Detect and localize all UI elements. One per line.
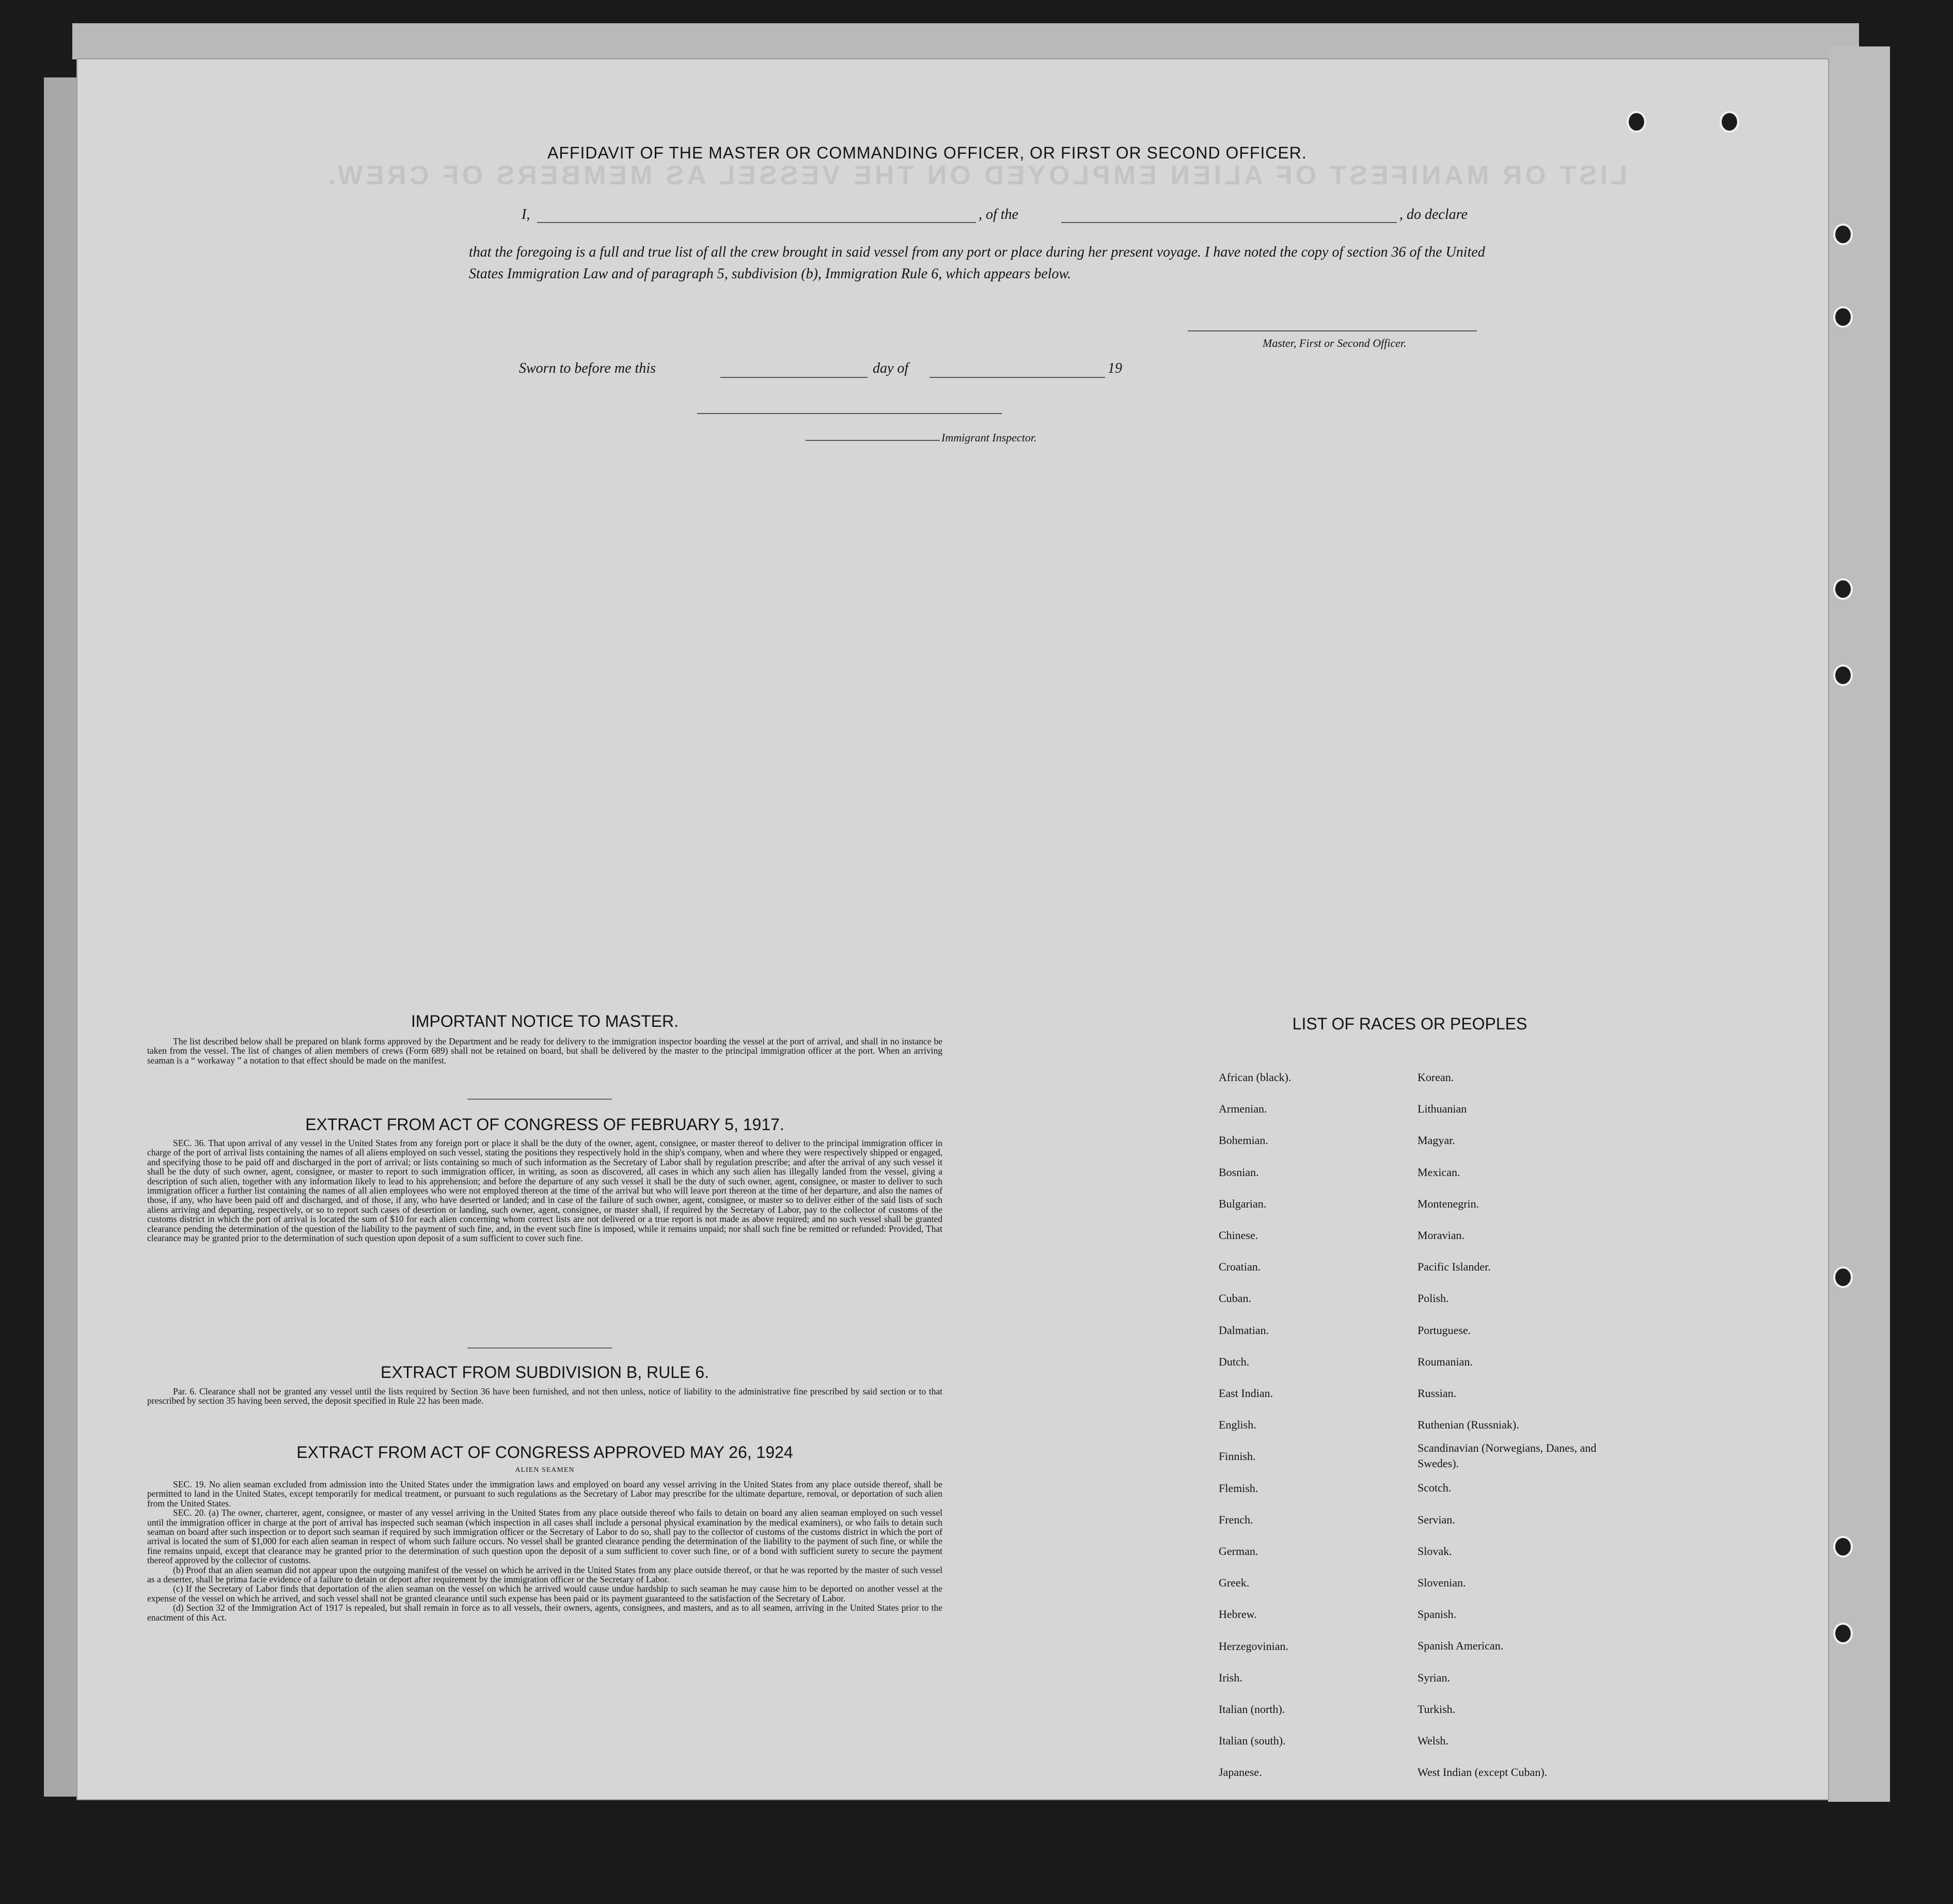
race-item: Irish. <box>1219 1671 1242 1684</box>
year-prefix: 19 <box>1108 360 1122 376</box>
extract-1924-paragraph: (d) Section 32 of the Immigration Act of 1917 is repealed, but shall remain in force as to all vessels, their owners, agents, consignees, and masters, and as to all seamen, arriving in the United States prior to the enactment of this Act. <box>147 1602 942 1623</box>
race-item: Pacific Islander. <box>1418 1260 1491 1274</box>
race-item: Ruthenian (Russniak). <box>1418 1418 1519 1432</box>
race-item: Cuban. <box>1219 1292 1251 1305</box>
page-stack-edge-top <box>72 23 1859 59</box>
punch-hole <box>1833 306 1853 328</box>
extract-1924-subtitle: ALIEN SEAMEN <box>515 1466 575 1474</box>
race-item: Finnish. <box>1219 1450 1256 1463</box>
race-item: Mexican. <box>1418 1165 1460 1179</box>
punch-hole <box>1833 1623 1853 1644</box>
race-item: Lithuanian <box>1418 1102 1467 1116</box>
race-item: Japanese. <box>1219 1766 1262 1779</box>
race-item: Roumanian. <box>1418 1355 1473 1368</box>
punch-hole <box>1833 224 1853 245</box>
affidavit-of-the: , of the <box>979 207 1018 223</box>
race-item: Chinese. <box>1219 1229 1258 1242</box>
race-item: Moravian. <box>1418 1229 1465 1242</box>
race-item: Spanish American. <box>1418 1639 1504 1653</box>
race-item: French. <box>1219 1513 1253 1526</box>
vessel-blank[interactable] <box>1061 222 1397 223</box>
extract-rule6-title: EXTRACT FROM SUBDIVISION B, RULE 6. <box>381 1363 709 1382</box>
notice-title: IMPORTANT NOTICE TO MASTER. <box>411 1012 679 1030</box>
race-item: African (black). <box>1219 1071 1292 1084</box>
affidavit-i-label: I, <box>522 207 530 223</box>
sworn-month-blank[interactable] <box>930 377 1105 378</box>
affidavit-do-declare: , do declare <box>1399 207 1468 223</box>
notice-text <box>147 1037 942 1065</box>
races-left-column <box>1219 1061 1291 1788</box>
race-item: Montenegrin. <box>1418 1197 1479 1210</box>
separator <box>467 1347 612 1348</box>
race-item: Herzegovinian. <box>1219 1639 1288 1653</box>
race-item: Syrian. <box>1418 1671 1450 1684</box>
races-title: LIST OF RACES OR PEOPLES <box>1292 1014 1527 1033</box>
separator <box>467 1099 612 1100</box>
race-item: Dalmatian. <box>1219 1323 1269 1337</box>
extract-1924-text <box>147 1480 942 1622</box>
race-item: Portuguese. <box>1418 1323 1471 1337</box>
page-stack-edge-left <box>44 77 80 1797</box>
race-item: English. <box>1219 1418 1256 1432</box>
races-right-column <box>1418 1061 1603 1788</box>
race-item: West Indian (except Cuban). <box>1418 1766 1548 1779</box>
race-item: Magyar. <box>1418 1134 1455 1147</box>
race-item: Slovenian. <box>1418 1576 1466 1590</box>
extract-1917-paragraph: SEC. 36. That upon arrival of any vessel in the United States from any foreign port or place it shall be the duty of the owner, agent, consignee, or master thereof to deliver to the principal immigration officer in charge of the port of arrival lists containing the names of all aliens employed on such vessel, stating the positions they respectively hold in the ship's company, when and where they were respectively shipped or engaged, and specifying those to be paid off and discharged in the port of arrival; or lists containing so much of such information as the Secretary of Labor shall by regulation prescribe; and after the arrival of any such vessel it shall be the duty of such owner, agent, consignee, or master to report to such immigration officer, in writing, as soon as discovered, all cases in which any such alien has illegally landed from the vessel, giving a description of such alien, together with any information likely to lead to his apprehension; and before the departure of any such vessel it shall be the duty of such owner, agent, consignee, or master to deliver to such immigration officer a further list containing the names of all alien employees who were not employed thereon at the time of the arrival but who will leave port thereon at the time of her departure, and also the names of those, if any, who have been paid off and discharged, and of those, if any, who have deserted or landed; and in case of the failure of such owner, agent, consignee, or master so to deliver either of the said lists of such aliens arriving and departing, respectively, or so to report such cases of desertion or landing, such owner, agent, consignee, or master shall, if required by the Secretary of Labor, pay to the collector of customs of the customs district in which the port of arrival is located the sum of $10 for each alien concerning whom correct lists are not delivered or a true report is not made as above required; and no such vessel shall be granted clearance pending the determination of the question of the liability to the payment of such fine, and, in the event such fine is imposed, while it remains unpaid; nor shall such fine be remitted or refunded: Provided, That clearance may be granted prior to the determination of such question upon deposit of a sum sufficient to cover such fine. <box>147 1138 942 1244</box>
extract-1924-paragraph: (b) Proof that an alien seaman did not appear upon the outgoing manifest of the vessel on which he arrived in the United States from any place outside thereof, or that he was reported by the master of such vessel as a deserter, shall be prima facie evidence of a failure to detain or deport after requirement by the immigration officer or the Secretary of Labor. <box>147 1564 942 1585</box>
affidavit-declaration: that the foregoing is a full and true list of all the crew brought in said vessel from any port or place during her present voyage. I have noted the copy of section 36 of the United States Immigration Law and of paragraph 5, subdivision (b), Immigration Rule 6, which appears below. <box>469 244 1485 282</box>
inspector-seal-line <box>697 413 1002 414</box>
extract-1917-text <box>147 1138 942 1243</box>
race-item: East Indian. <box>1219 1387 1273 1400</box>
race-item: Italian (north). <box>1219 1703 1285 1716</box>
signature-label: Master, First or Second Officer. <box>1263 337 1407 350</box>
race-item: Croatian. <box>1219 1260 1261 1274</box>
race-item: Korean. <box>1418 1071 1454 1084</box>
race-item: Scandinavian (Norwegians, Danes, and Swedes). <box>1418 1441 1597 1470</box>
affidavit-title: AFFIDAVIT OF THE MASTER OR COMMANDING OFFICER, OR FIRST OR SECOND OFFICER. <box>547 144 1307 162</box>
extract-rule6-text <box>147 1387 942 1406</box>
race-item: Welsh. <box>1418 1734 1448 1748</box>
race-item: Italian (south). <box>1219 1734 1286 1748</box>
race-item: Bosnian. <box>1219 1165 1259 1179</box>
race-item: Scotch. <box>1418 1481 1452 1495</box>
punch-hole <box>1833 1536 1853 1558</box>
signature-line[interactable] <box>1188 330 1477 331</box>
extract-rule6-paragraph: Par. 6. Clearance shall not be granted any vessel until the lists required by Section 36 have been furnished, and not then unless, notice of liability to the administrative fine prescribed by said section or to that prescribed by section 35 having been served, the deposit specified in Rule 22 has been made. <box>147 1386 942 1406</box>
race-item: Bulgarian. <box>1219 1197 1267 1210</box>
extract-1917-title: EXTRACT FROM ACT OF CONGRESS OF FEBRUARY 5, 1917. <box>305 1115 784 1134</box>
name-blank[interactable] <box>537 222 976 223</box>
notice-paragraph: The list described below shall be prepared on blank forms approved by the Department and be ready for delivery to the immigration inspector boarding the vessel at the port of arrival, and shall in no instance be taken from the vessel. The list of changes of alien members of crews (Form 689) shall not be retained on board, but shall be delivered by the master to the principal immigration officer at the port. When an arriving seaman is a “ workaway ” a notation to that effect should be made on the manifest. <box>147 1036 942 1066</box>
punch-hole <box>1833 664 1853 686</box>
punch-hole <box>1833 578 1853 600</box>
punch-hole <box>1720 111 1739 133</box>
race-item: Russian. <box>1418 1387 1457 1400</box>
race-item: Greek. <box>1219 1576 1250 1590</box>
race-item: Turkish. <box>1418 1702 1456 1716</box>
bleed-through-text: LIST OR MANIFEST OF ALIEN EMPLOYED ON THE VESSEL AS MEMBERS OF CREW. <box>325 161 1627 191</box>
punch-hole <box>1627 111 1646 133</box>
race-item: German. <box>1219 1545 1258 1558</box>
inspector-signature-line[interactable] <box>806 440 940 441</box>
race-item: Spanish. <box>1418 1608 1457 1621</box>
race-item: Dutch. <box>1219 1355 1250 1368</box>
race-item: Bohemian. <box>1219 1134 1268 1147</box>
race-item: Armenian. <box>1219 1102 1267 1116</box>
extract-1924-paragraph: SEC. 20. (a) The owner, charterer, agent, consignee, or master of any vessel arriving in the United States from any place outside thereof who fails to detain on board any alien seaman employed on such vessel until the immigration officer in charge at the port of arrival has inspected such seaman (which inspection in all cases shall include a personal physical examination by the medical examiners), or who fails to detain such seaman on board after such inspection or to deport such seaman if required by such immigration officer or the Secretary of Labor to do so, shall pay to the collector of customs of the customs district in which the port of arrival is located the sum of $1,000 for each alien seaman in respect of whom such failure occurs. No vessel shall be granted clearance pending the determination of the liability to the payment of such fine, or while the fine remains unpaid, except that clearance may be granted prior to the determination of such question upon the deposit of a sum sufficient to cover such fine, or of a bond with sufficient surety to secure the payment thereof approved by the collector of customs. <box>147 1508 942 1566</box>
sworn-label: Sworn to before me this <box>519 360 656 376</box>
extract-1924-paragraph: SEC. 19. No alien seaman excluded from admission into the United States under the immigration laws and employed on board any vessel arriving in the United States from any place outside thereof, shall be permitted to land in the United States, except temporarily for medical treatment, or pursuant to such regulations as the Secretary of Labor may prescribe for the ultimate departure, removal, or deportation of such alien from the United States. <box>147 1479 942 1509</box>
sworn-day-blank[interactable] <box>720 377 868 378</box>
race-item: Servian. <box>1418 1513 1455 1526</box>
extract-1924-paragraph: (c) If the Secretary of Labor finds that deportation of the alien seaman on the vessel on which he arrived would cause undue hardship to such seaman he may cause him to be deported on another vessel at the expense of the vessel on which he arrived, and such vessel shall not be granted clearance until such expense has been paid or its payment guaranteed to the satisfaction of the Secretary of Labor. <box>147 1583 942 1604</box>
inspector-label: Immigrant Inspector. <box>941 431 1037 444</box>
race-item: Hebrew. <box>1219 1608 1257 1621</box>
punch-hole <box>1833 1266 1853 1288</box>
race-item: Polish. <box>1418 1292 1449 1305</box>
race-item: Flemish. <box>1219 1481 1258 1495</box>
race-item: Slovak. <box>1418 1544 1452 1558</box>
extract-1924-title: EXTRACT FROM ACT OF CONGRESS APPROVED MAY 26, 1924 <box>296 1443 793 1462</box>
day-of-label: day of <box>873 360 909 376</box>
